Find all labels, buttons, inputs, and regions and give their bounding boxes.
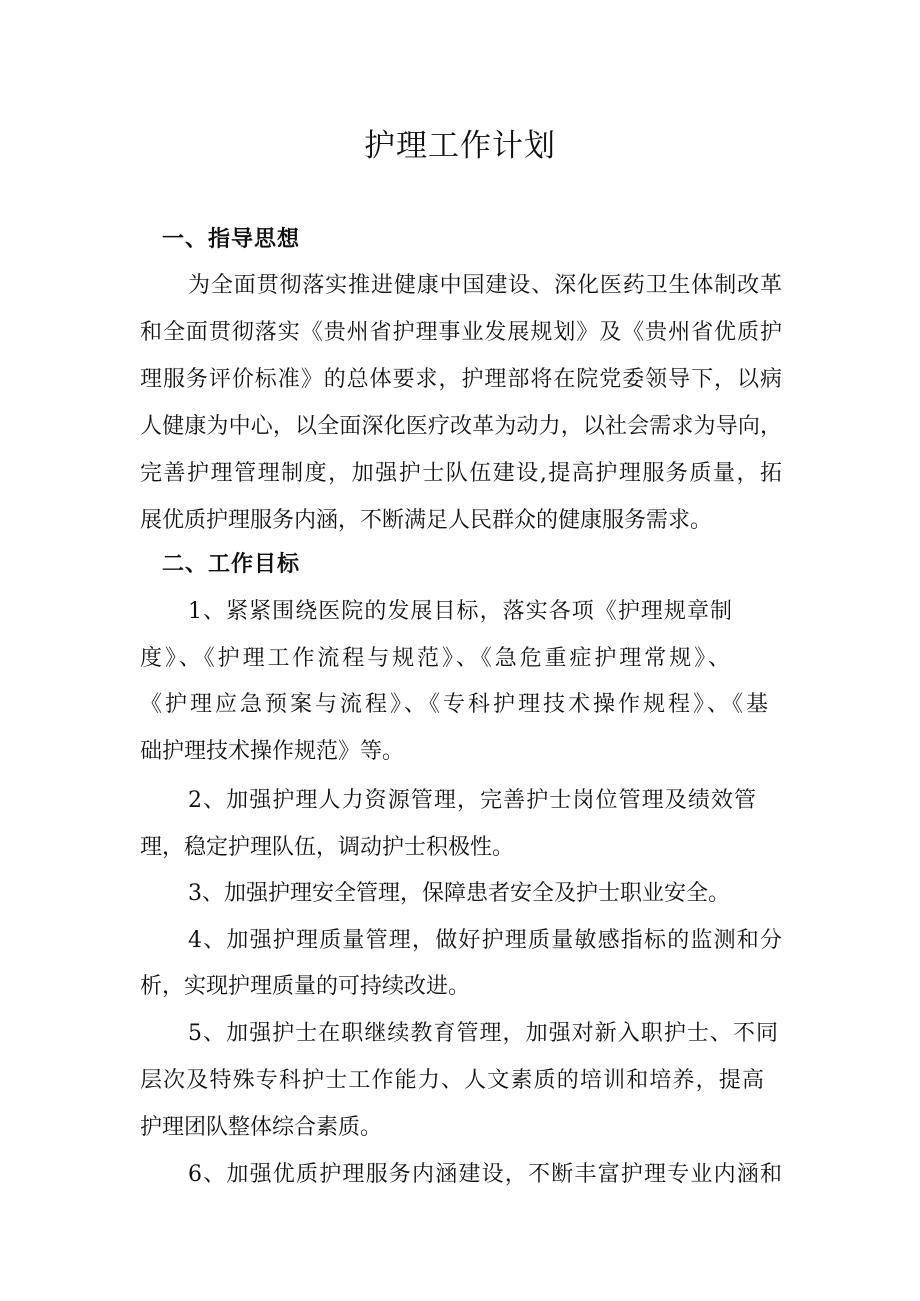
list-item-line: 理，稳定护理队伍，调动护士积极性。 [140, 835, 515, 860]
list-item-line: 4、加强护理质量管理，做好护理质量敏感指标的监测和分 [188, 928, 782, 953]
list-item-line: 《护理应急预案与流程》、《专科护理技术操作规程》、《基 [140, 692, 768, 717]
list-item-line: 度》、《护理工作流程与规范》、《急危重症护理常规》、 [140, 646, 730, 671]
list-item-line: 6、加强优质护理服务内涵建设，不断丰富护理专业内涵和 [188, 1162, 782, 1187]
list-item-line: 2、加强护理人力资源管理，完善护士岗位管理及绩效管 [188, 788, 756, 813]
list-item-line: 1、紧紧围绕医院的发展目标，落实各项《护理规章制 [188, 599, 732, 624]
paragraph-line: 人健康为中心，以全面深化医疗改革为动力，以社会需求为导向， [140, 414, 782, 439]
paragraph-line: 理服务评价标准》的总体要求，护理部将在院党委领导下，以病 [140, 367, 782, 392]
paragraph-line: 展优质护理服务内涵，不断满足人民群众的健康服务需求。 [140, 508, 713, 533]
paragraph-line: 完善护理管理制度，加强护士队伍建设,提高护理服务质量，拓 [140, 461, 782, 486]
paragraph-line: 为全面贯彻落实推进健康中国建设、深化医药卫生体制改革 [188, 273, 782, 298]
list-item-line: 础护理技术操作规范》等。 [140, 739, 405, 764]
list-item-line: 护理团队整体综合素质。 [140, 1115, 383, 1140]
list-item-line: 3、加强护理安全管理，保障患者安全及护士职业安全。 [188, 881, 730, 906]
paragraph-line: 和全面贯彻落实《贵州省护理事业发展规划》及《贵州省优质护 [140, 320, 782, 345]
section-heading-work-goals: 二、工作目标 [162, 552, 301, 577]
section-heading-guiding-ideology: 一、指导思想 [162, 227, 301, 252]
document-title: 护理工作计划 [364, 128, 556, 164]
list-item-line: 层次及特殊专科护士工作能力、人文素质的培训和培养，提高 [140, 1068, 764, 1093]
list-item-line: 析，实现护理质量的可持续改进。 [140, 974, 471, 999]
list-item-line: 5、加强护士在职继续教育管理，加强对新入职护士、不同 [188, 1021, 778, 1046]
